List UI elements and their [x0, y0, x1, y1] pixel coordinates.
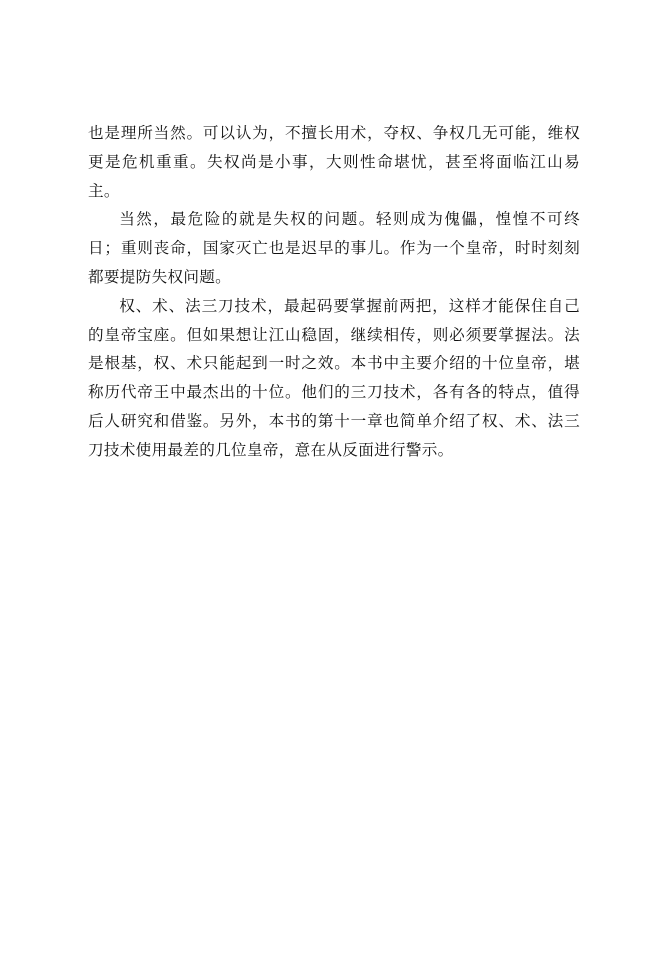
paragraph-3: 权、术、法三刀技术，最起码要掌握前两把，这样才能保住自己的皇帝宝座。但如果想让江山稳固，继续相传，则必须要掌握法。法是根基，权、术只能起到一时之效。本书中主要介绍的十位皇帝，堪称历代帝王中最杰出的十位。他们的三刀技术，各有各的特点，值得后人研究和借鉴。另外，本书的第十一章也简单介绍了权、术、法三刀技术使用最差的几位皇帝，意在从反面进行警示。	[88, 296, 580, 459]
paragraph-2: 当然，最危险的就是失权的问题。轻则成为傀儡，惶惶不可终日；重则丧命，国家灭亡也是迟早的事儿。作为一个皇帝，时时刻刻都要提防失权问题。	[88, 210, 580, 286]
body-text	[88, 119, 580, 465]
paragraph-1: 也是理所当然。可以认为，不擅长用术，夺权、争权几无可能，维权更是危机重重。失权尚是小事，大则性命堪忧，甚至将面临江山易主。	[88, 124, 580, 200]
